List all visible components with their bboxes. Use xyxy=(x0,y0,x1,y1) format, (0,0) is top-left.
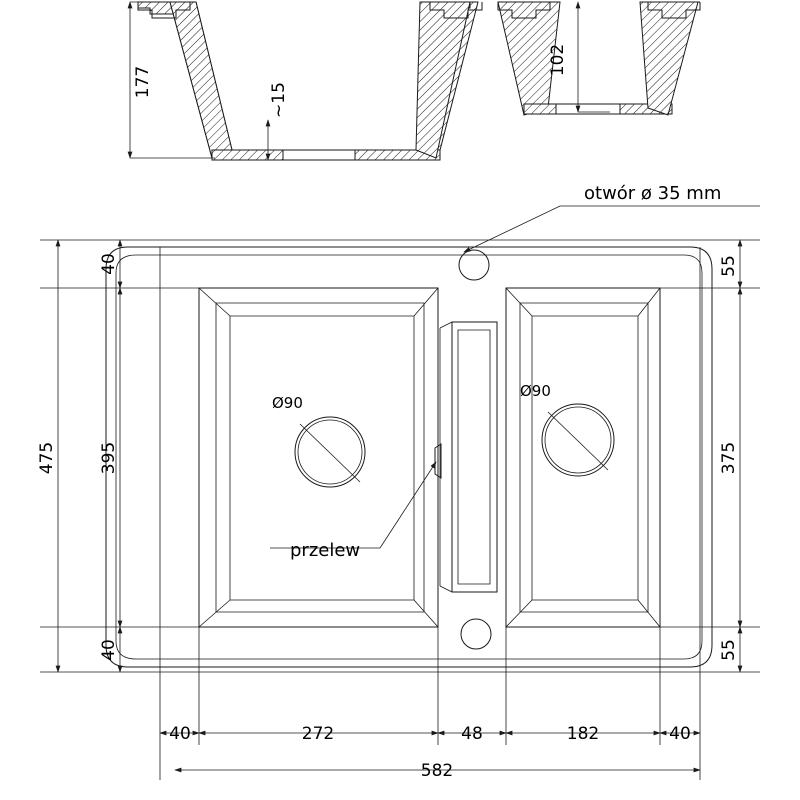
sink-outline xyxy=(106,247,712,667)
right-bowl-rim-rect xyxy=(520,303,648,612)
left-bowl-corner-tl xyxy=(199,288,230,316)
left-bowl-drain-opening xyxy=(283,150,355,160)
divider-channel-inner xyxy=(458,330,490,584)
cross-section-view xyxy=(130,2,700,160)
divider-edge-left-top xyxy=(440,322,452,328)
right-bowl-drain-opening xyxy=(556,104,620,114)
left-bowl-rim-rect xyxy=(216,303,424,612)
right-bowl-corner-bl xyxy=(506,600,532,627)
left-drain-label: Ø90 xyxy=(272,394,303,412)
right-bowl-outer-rect xyxy=(506,288,660,627)
dim-label-272: 272 xyxy=(301,724,335,744)
dim-label-395: 395 xyxy=(99,441,119,475)
dim-label-top-55: 55 xyxy=(719,255,739,277)
right-drain-diameter-line xyxy=(548,412,608,470)
left-bowl-corner-bl xyxy=(199,600,230,627)
dim-label-48: 48 xyxy=(461,724,483,744)
dim-label-375: 375 xyxy=(719,441,739,475)
tap-hole-callout-label: otwór ø 35 mm xyxy=(584,183,722,204)
right-bowl-inner-rect xyxy=(532,316,638,600)
tap-hole-leader xyxy=(464,206,760,252)
lower-hole-circle xyxy=(461,619,491,649)
dim-label-bottom-40: 40 xyxy=(99,639,119,661)
dim-label-left-40: 40 xyxy=(169,724,191,744)
overflow-callout-label: przelew xyxy=(290,540,361,561)
left-bowl-outer-rect xyxy=(199,288,438,627)
left-bowl-corner-br xyxy=(414,600,438,627)
right-bowl-corner-br xyxy=(638,600,660,627)
dim-label-475: 475 xyxy=(37,441,57,475)
dim-label-bottom-55: 55 xyxy=(719,639,739,661)
right-drain-label: Ø90 xyxy=(520,382,551,400)
right-bowl-right-wall xyxy=(640,2,700,115)
right-bowl-corner-tr xyxy=(638,288,660,316)
dim-label-177: 177 xyxy=(133,65,153,99)
tap-hole-circle xyxy=(459,250,489,280)
left-drain-diameter-line xyxy=(300,424,360,482)
dim-label-15: ~15 xyxy=(269,82,289,118)
dim-label-102: 102 xyxy=(548,43,568,77)
left-bowl-corner-tr xyxy=(414,288,438,316)
divider-edge-left-bottom xyxy=(440,586,452,592)
right-bowl-corner-tl xyxy=(506,288,532,316)
dim-label-182: 182 xyxy=(566,724,600,744)
top-view xyxy=(37,183,760,781)
dim-label-582: 582 xyxy=(420,761,454,781)
dim-label-right-40: 40 xyxy=(669,724,691,744)
dim-label-top-40: 40 xyxy=(99,253,119,275)
